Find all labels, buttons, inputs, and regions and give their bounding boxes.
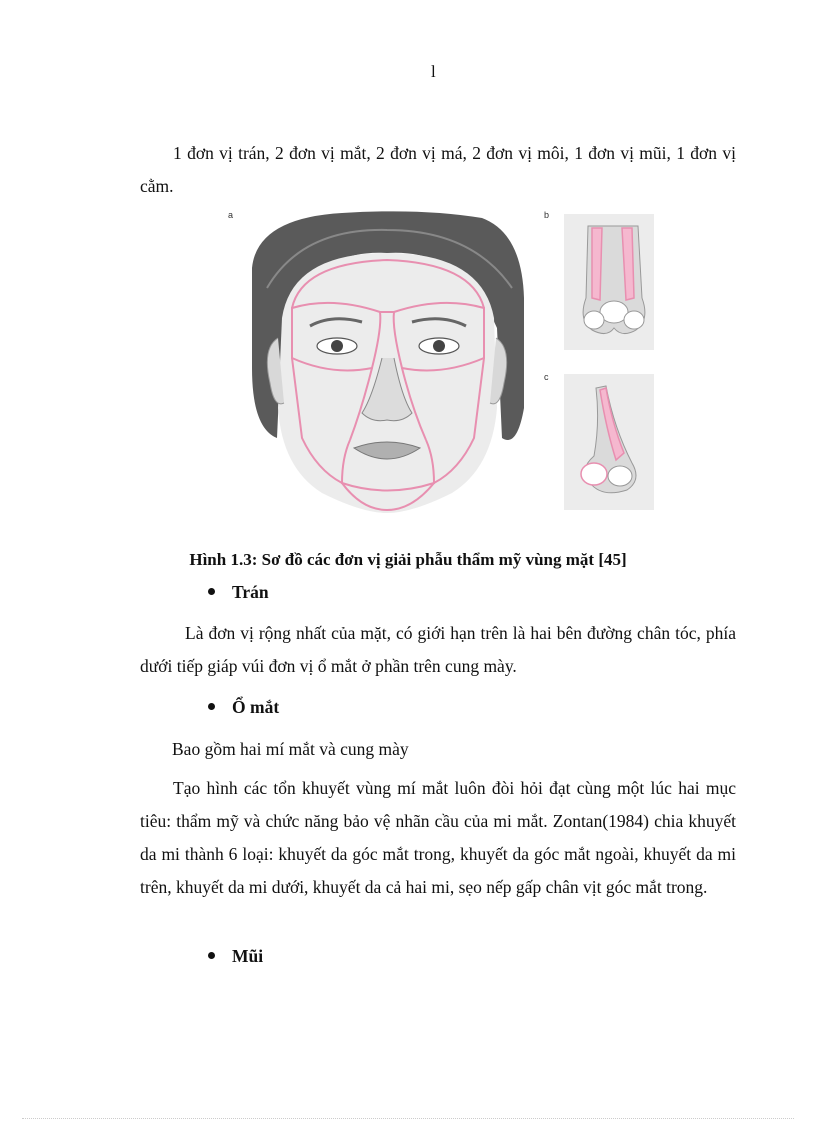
section-heading-tran: Trán — [208, 582, 269, 603]
section-heading-mui: Mũi — [208, 946, 263, 967]
face-illustration — [252, 211, 524, 514]
nose-frontal-illustration — [564, 214, 654, 350]
section-heading-o-mat: Ổ mắt — [208, 697, 279, 718]
section-text-o-mat: Tạo hình các tổn khuyết vùng mí mắt luôn đòi hỏi đạt cùng một lúc hai mục tiêu: thẩm mỹ và chức năng bảo vệ nhãn cầu của mi mắt. Zontan(1984) chia khuyết da mi thành 6 loại: khuyết da góc mắt trong, khuyết da góc mắt ngoài, khuyết da mi trên, khuyết da mi dưới, khuyết da cả hai mi, sẹo nếp gấp chân vịt góc mắt trong. — [140, 778, 736, 897]
figure-caption: Hình 1.3: Sơ đồ các đơn vị giải phẫu thẩm mỹ vùng mặt [45] — [189, 550, 627, 569]
bullet-icon — [208, 952, 215, 959]
panel-label-b: b — [544, 210, 550, 220]
page-number: l — [431, 62, 436, 81]
page-bottom-border — [22, 1118, 794, 1119]
panel-label-c: c — [544, 372, 549, 382]
facial-units-figure — [222, 208, 662, 518]
bullet-icon — [208, 588, 215, 595]
bullet-icon — [208, 703, 215, 710]
section-text-tran: Là đơn vị rộng nhất của mặt, có giới hạn trên là hai bên đường chân tóc, phía dưới tiếp giáp vúi đơn vị ổ mắt ở phần trên cung mày. — [140, 623, 736, 676]
nose-lateral-illustration — [564, 374, 654, 510]
panel-label-a: a — [228, 210, 234, 220]
figure-illustration — [222, 208, 662, 518]
section-intro-o-mat: Bao gồm hai mí mắt và cung mày — [172, 739, 409, 759]
intro-paragraph: 1 đơn vị trán, 2 đơn vị mắt, 2 đơn vị má, 2 đơn vị môi, 1 đơn vị mũi, 1 đơn vị cằm. — [140, 143, 736, 196]
